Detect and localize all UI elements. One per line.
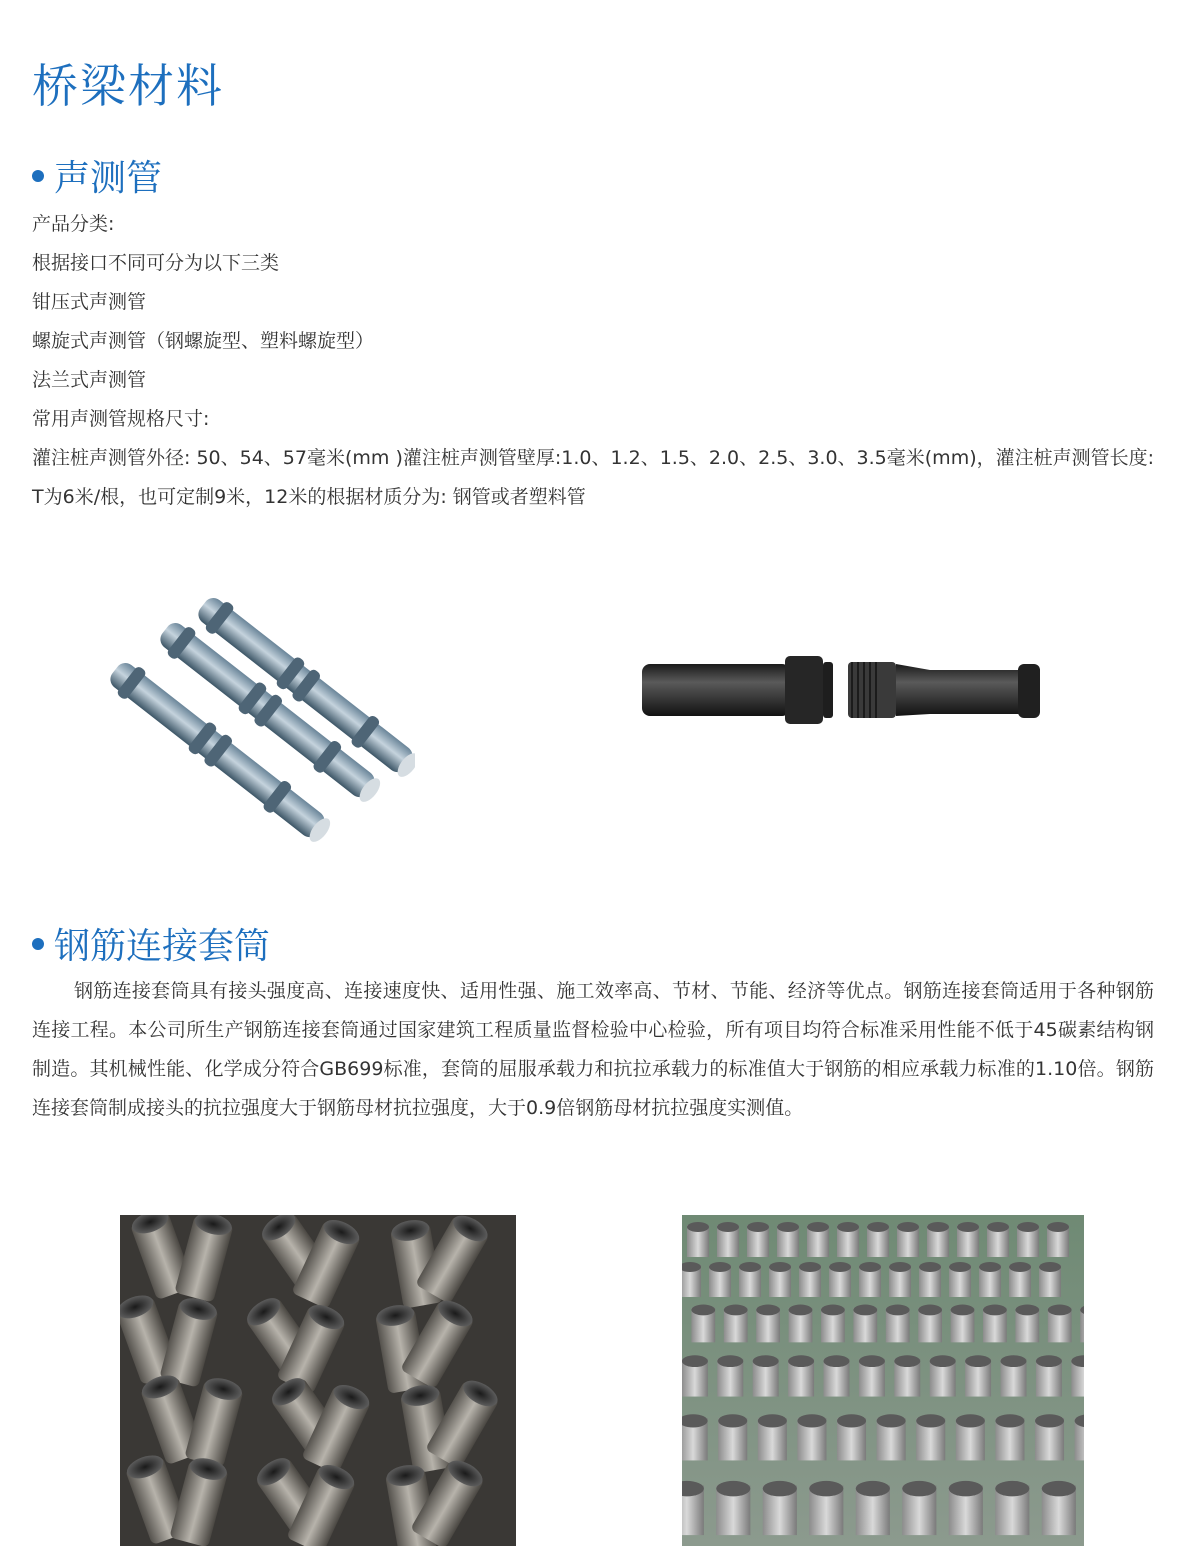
text-line: 常用声测管规格尺寸:: [32, 408, 210, 430]
section-heading-text: 钢筋连接套筒: [54, 926, 271, 967]
crimp-sonic-tube-image: [95, 585, 415, 845]
sonic-tube-description: [32, 205, 1162, 517]
screw-sonic-tube-image: [640, 650, 1050, 730]
text-line: 根据接口不同可分为以下三类: [32, 252, 280, 274]
specs-paragraph: 灌注桩声测管外径: 50、54、57毫米(mm )灌注桩声测管壁厚:1.0、1.2、1.5、2.0、2.5、3.0、3.5毫米(mm)，灌注桩声测管长度: T为6米/根，也可定制9米，12米的根据材质分为: 钢管或者塑料管: [32, 447, 1155, 508]
page-title: 桥梁材料: [32, 59, 224, 113]
rebar-sleeve-description: 钢筋连接套筒具有接头强度高、连接速度快、适用性强、施工效率高、节材、节能、经济等优点。钢筋连接套筒适用于各种钢筋连接工程。本公司所生产钢筋连接套筒通过国家建筑工程质量监督检验中心检验，所有项目均符合标准采用性能不低于45碳素结构钢制造。其机械性能、化学成分符合GB699标准，套筒的屈服承载力和抗拉承载力的标准值大于钢筋的相应承载力标准的1.10倍。钢筋连接套筒制成接头的抗拉强度大于钢筋母材抗拉强度，大于0.9倍钢筋母材抗拉强度实测值。: [32, 980, 1154, 1119]
text-line: 法兰式声测管: [32, 369, 147, 391]
rebar-coupler-rows-image: [682, 1215, 1084, 1546]
section-heading-rebar-sleeve: [32, 918, 270, 969]
rebar-coupler-pile-image: [120, 1215, 516, 1546]
text-line: 产品分类:: [32, 213, 115, 235]
text-line: 钳压式声测管: [32, 291, 147, 313]
bullet-dot-icon: [32, 938, 44, 950]
section-heading-sonic-tube: [32, 150, 162, 201]
text-line: 螺旋式声测管（钢螺旋型、塑料螺旋型）: [32, 330, 375, 352]
section-heading-text: 声测管: [54, 158, 163, 199]
bullet-dot-icon: [32, 170, 44, 182]
